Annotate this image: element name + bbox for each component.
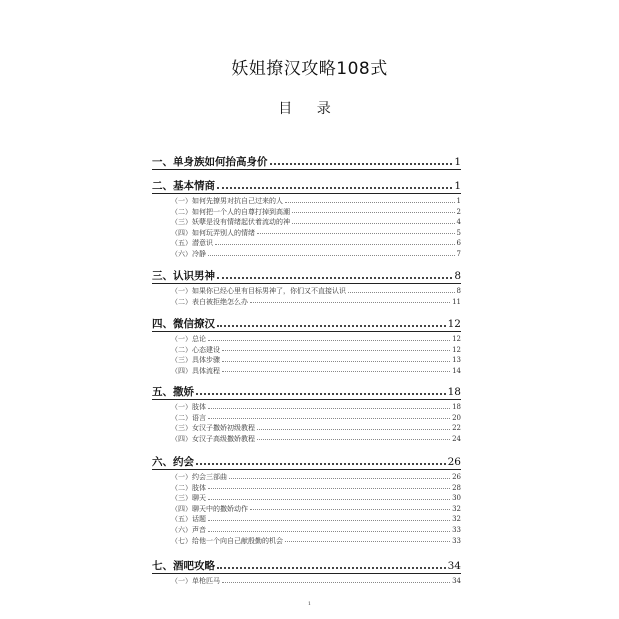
toc-chapter-page: 8 <box>454 270 461 282</box>
toc-leader-dots <box>208 531 450 532</box>
toc-section-page: 8 <box>456 287 461 295</box>
toc-section-row[interactable] <box>171 483 461 492</box>
toc-section-row[interactable] <box>171 402 461 411</box>
toc-leader-dots <box>208 499 450 500</box>
toc-section-label: （二）表白被拒绝怎么办 <box>171 297 248 306</box>
toc-leader-dots <box>215 244 455 245</box>
toc-chapter-row[interactable] <box>152 454 461 470</box>
toc-section-label: （二）语言 <box>171 413 206 422</box>
toc-leader-dots <box>208 255 455 256</box>
toc-section-page: 22 <box>452 424 461 433</box>
toc-leader-dots <box>348 292 455 293</box>
toc-section-row[interactable] <box>171 536 461 545</box>
toc-section-label: （四）如何玩弄别人的情绪 <box>171 228 255 237</box>
toc-section-row[interactable] <box>171 217 461 226</box>
toc-leader-dots <box>222 371 450 372</box>
toc-section-label: （二）肢体 <box>171 483 206 492</box>
toc-chapter-row[interactable] <box>152 268 461 284</box>
toc-section-row[interactable] <box>171 334 461 343</box>
toc-leader-dots <box>208 488 450 489</box>
toc-chapter-page: 12 <box>447 318 461 330</box>
toc-leader-dots <box>222 582 450 583</box>
toc-leader-dots <box>257 439 450 440</box>
toc-chapter-label: 六、约会 <box>152 456 194 468</box>
toc-section-label: （六）冷静 <box>171 250 206 258</box>
toc-chapter-label: 二、基本情商 <box>152 180 215 192</box>
toc-leader-dots <box>257 429 450 430</box>
document-title: 妖姐撩汉攻略108式 <box>231 59 388 79</box>
toc-section-row[interactable] <box>171 576 461 585</box>
toc-section-label: （一）单枪匹马 <box>171 577 220 585</box>
toc-section-row[interactable] <box>171 525 461 534</box>
toc-section-page: 12 <box>452 335 461 343</box>
toc-chapter-page: 1 <box>454 180 461 192</box>
toc-section-row[interactable] <box>171 472 461 481</box>
toc-chapter-label: 七、酒吧攻略 <box>152 560 215 572</box>
toc-section-page: 1 <box>456 197 461 205</box>
toc-section-row[interactable] <box>171 249 461 258</box>
toc-leader-dots <box>250 509 450 510</box>
toc-chapter-page: 26 <box>447 456 461 468</box>
toc-chapter-label: 四、微信撩汉 <box>152 318 215 330</box>
toc-leader-dots <box>217 325 446 327</box>
toc-chapter-page: 1 <box>454 156 461 168</box>
toc-section-page: 11 <box>452 297 461 306</box>
toc-section-row[interactable] <box>171 493 461 502</box>
toc-chapter-label: 一、单身族如何抬高身价 <box>152 156 268 168</box>
toc-section-label: （五）潜意识 <box>171 239 213 248</box>
toc-leader-dots <box>196 393 446 395</box>
toc-section-page: 32 <box>452 504 461 513</box>
toc-section-page: 18 <box>452 403 461 411</box>
toc-leader-dots <box>285 202 455 203</box>
toc-section-row[interactable] <box>171 355 461 364</box>
toc-section-page: 33 <box>452 526 461 534</box>
toc-leader-dots <box>257 233 455 234</box>
toc-section-page: 30 <box>452 494 461 503</box>
toc-section-row[interactable] <box>171 196 461 205</box>
toc-section-label: （三）聊天 <box>171 494 206 503</box>
toc-section-page: 5 <box>456 228 461 237</box>
toc-chapter-row[interactable] <box>152 178 461 194</box>
page-number: 1 <box>307 601 312 607</box>
toc-chapter-row[interactable] <box>152 154 461 170</box>
toc-heading: 目 录 <box>278 101 341 117</box>
toc-section-page: 34 <box>452 577 461 585</box>
toc-leader-dots <box>208 408 450 409</box>
toc-section-label: （一）肢体 <box>171 403 206 411</box>
toc-leader-dots <box>217 567 446 569</box>
toc-section-label: （六）声音 <box>171 526 206 534</box>
toc-section-row[interactable] <box>171 504 461 513</box>
toc-section-page: 28 <box>452 483 461 492</box>
toc-section-label: （二）心态建设 <box>171 345 220 354</box>
toc-section-page: 33 <box>452 536 461 545</box>
toc-leader-dots <box>208 418 450 419</box>
toc-section-label: （四）女汉子高级撒娇教程 <box>171 434 255 443</box>
toc-section-row[interactable] <box>171 207 461 216</box>
toc-section-label: （一）如果你已经心里有目标男神了，你们又不直接认识 <box>171 287 346 295</box>
toc-section-row[interactable] <box>171 434 461 443</box>
toc-leader-dots <box>292 212 455 213</box>
toc-section-label: （一）如何先撩男对抗自己过来的人 <box>171 197 283 205</box>
toc-chapter-page: 18 <box>447 386 461 398</box>
toc-section-label: （三）具体步骤 <box>171 356 220 365</box>
toc-section-row[interactable] <box>171 345 461 354</box>
toc-chapter-row[interactable] <box>152 316 461 332</box>
toc-section-page: 13 <box>452 356 461 365</box>
toc-section-row[interactable] <box>171 228 461 237</box>
toc-section-page: 24 <box>452 434 461 443</box>
toc-section-page: 32 <box>452 515 461 524</box>
toc-leader-dots <box>208 340 450 341</box>
toc-leader-dots <box>222 350 450 351</box>
toc-leader-dots <box>229 478 450 479</box>
toc-section-page: 12 <box>452 345 461 354</box>
toc-section-row[interactable] <box>171 366 461 375</box>
toc-section-page: 6 <box>456 239 461 248</box>
toc-chapter-row[interactable] <box>152 558 461 574</box>
toc-chapter-label: 三、认识男神 <box>152 270 215 282</box>
toc-section-label: （一）总论 <box>171 335 206 343</box>
toc-leader-dots <box>250 302 450 303</box>
toc-section-label: （二）如何把一个人的自尊打掉到高潮 <box>171 207 290 216</box>
toc-section-label: （三）女汉子撒娇初级教程 <box>171 424 255 433</box>
toc-section-page: 14 <box>452 366 461 375</box>
toc-section-page: 20 <box>452 413 461 422</box>
toc-section-page: 7 <box>456 250 461 258</box>
toc-chapter-page: 34 <box>447 560 461 572</box>
toc-section-row[interactable] <box>171 423 461 432</box>
toc-leader-dots <box>222 361 450 362</box>
toc-leader-dots <box>217 187 452 189</box>
toc-section-page: 26 <box>452 473 461 481</box>
toc-section-row[interactable] <box>171 413 461 422</box>
toc-section-row[interactable] <box>171 297 461 306</box>
toc-section-page: 2 <box>456 207 461 216</box>
toc-leader-dots <box>196 463 446 465</box>
toc-leader-dots <box>270 163 453 165</box>
toc-section-label: （一）约会三部曲 <box>171 473 227 481</box>
toc-section-label: （五）话题 <box>171 515 206 524</box>
toc-section-row[interactable] <box>171 514 461 523</box>
toc-chapter-row[interactable] <box>152 384 461 400</box>
toc-section-row[interactable] <box>171 286 461 295</box>
toc-section-row[interactable] <box>171 238 461 247</box>
toc-leader-dots <box>217 277 452 279</box>
toc-leader-dots <box>285 541 450 542</box>
toc-section-label: （四）具体流程 <box>171 366 220 375</box>
toc-chapter-label: 五、撒娇 <box>152 386 194 398</box>
toc-leader-dots <box>208 520 450 521</box>
toc-leader-dots <box>292 223 455 224</box>
toc-section-label: （四）聊天中的撒娇动作 <box>171 504 248 513</box>
toc-section-label: （三）妖孽是没有情绪起伏着流动的神 <box>171 218 290 227</box>
toc-section-page: 4 <box>456 218 461 227</box>
toc-section-label: （七）给他一个向自己献殷勤的机会 <box>171 536 283 545</box>
